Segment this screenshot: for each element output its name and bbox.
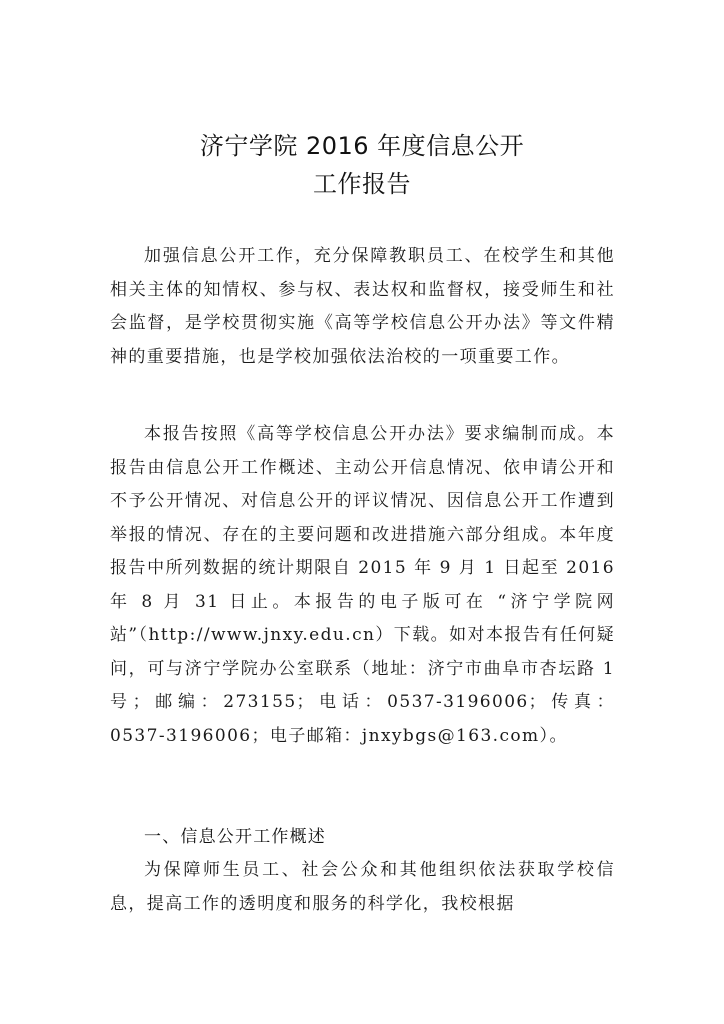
paragraph-report-scope [110,418,615,753]
document-title-line-2: 工作报告 [313,170,411,198]
paragraph-text: 加强信息公开工作，充分保障教职员工、在校学生和其他相关主体的知情权、参与权、表达权和监督权，接受师生和社会监督，是学校贯彻实施《高等学校信息公开办法》等文件精神的重要措施，也是学校加强依法治校的一项重要工作。 [110,246,615,367]
section-heading-overview: 一、信息公开工作概述 [144,827,326,847]
paragraph-text: 为保障师生员工、社会公众和其他组织依法获取学校信息，提高工作的透明度和服务的科学化，我校根据 [110,860,615,914]
paragraph-intro [110,240,615,374]
paragraph-overview [110,854,615,921]
paragraph-text: 本报告按照《高等学校信息公开办法》要求编制而成。本报告由信息公开工作概述、主动公开信息情况、依申请公开和不予公开情况、对信息公开的评议情况、因信息公开工作遭到举报的情况、存在的主要问题和改进措施六部分组成。本年度报告中所列数据的统计期限自 2015 年 9 月 1 日起至 2016 年 8 月 31 日止。本报告的电子版可在 “济宁学院网站”（http://www.jnxy.edu.cn）下载。如对本报告有任何疑问，可与济宁学院办公室联系（地址：济宁市曲阜市杏坛路 1 号；邮编：273155；电话：0537-3196006；传真：0537-3196006；电子邮箱：jnxybgs@163.com）。 [110,424,615,746]
document-title-line-1: 济宁学院 2016 年度信息公开 [199,132,525,160]
